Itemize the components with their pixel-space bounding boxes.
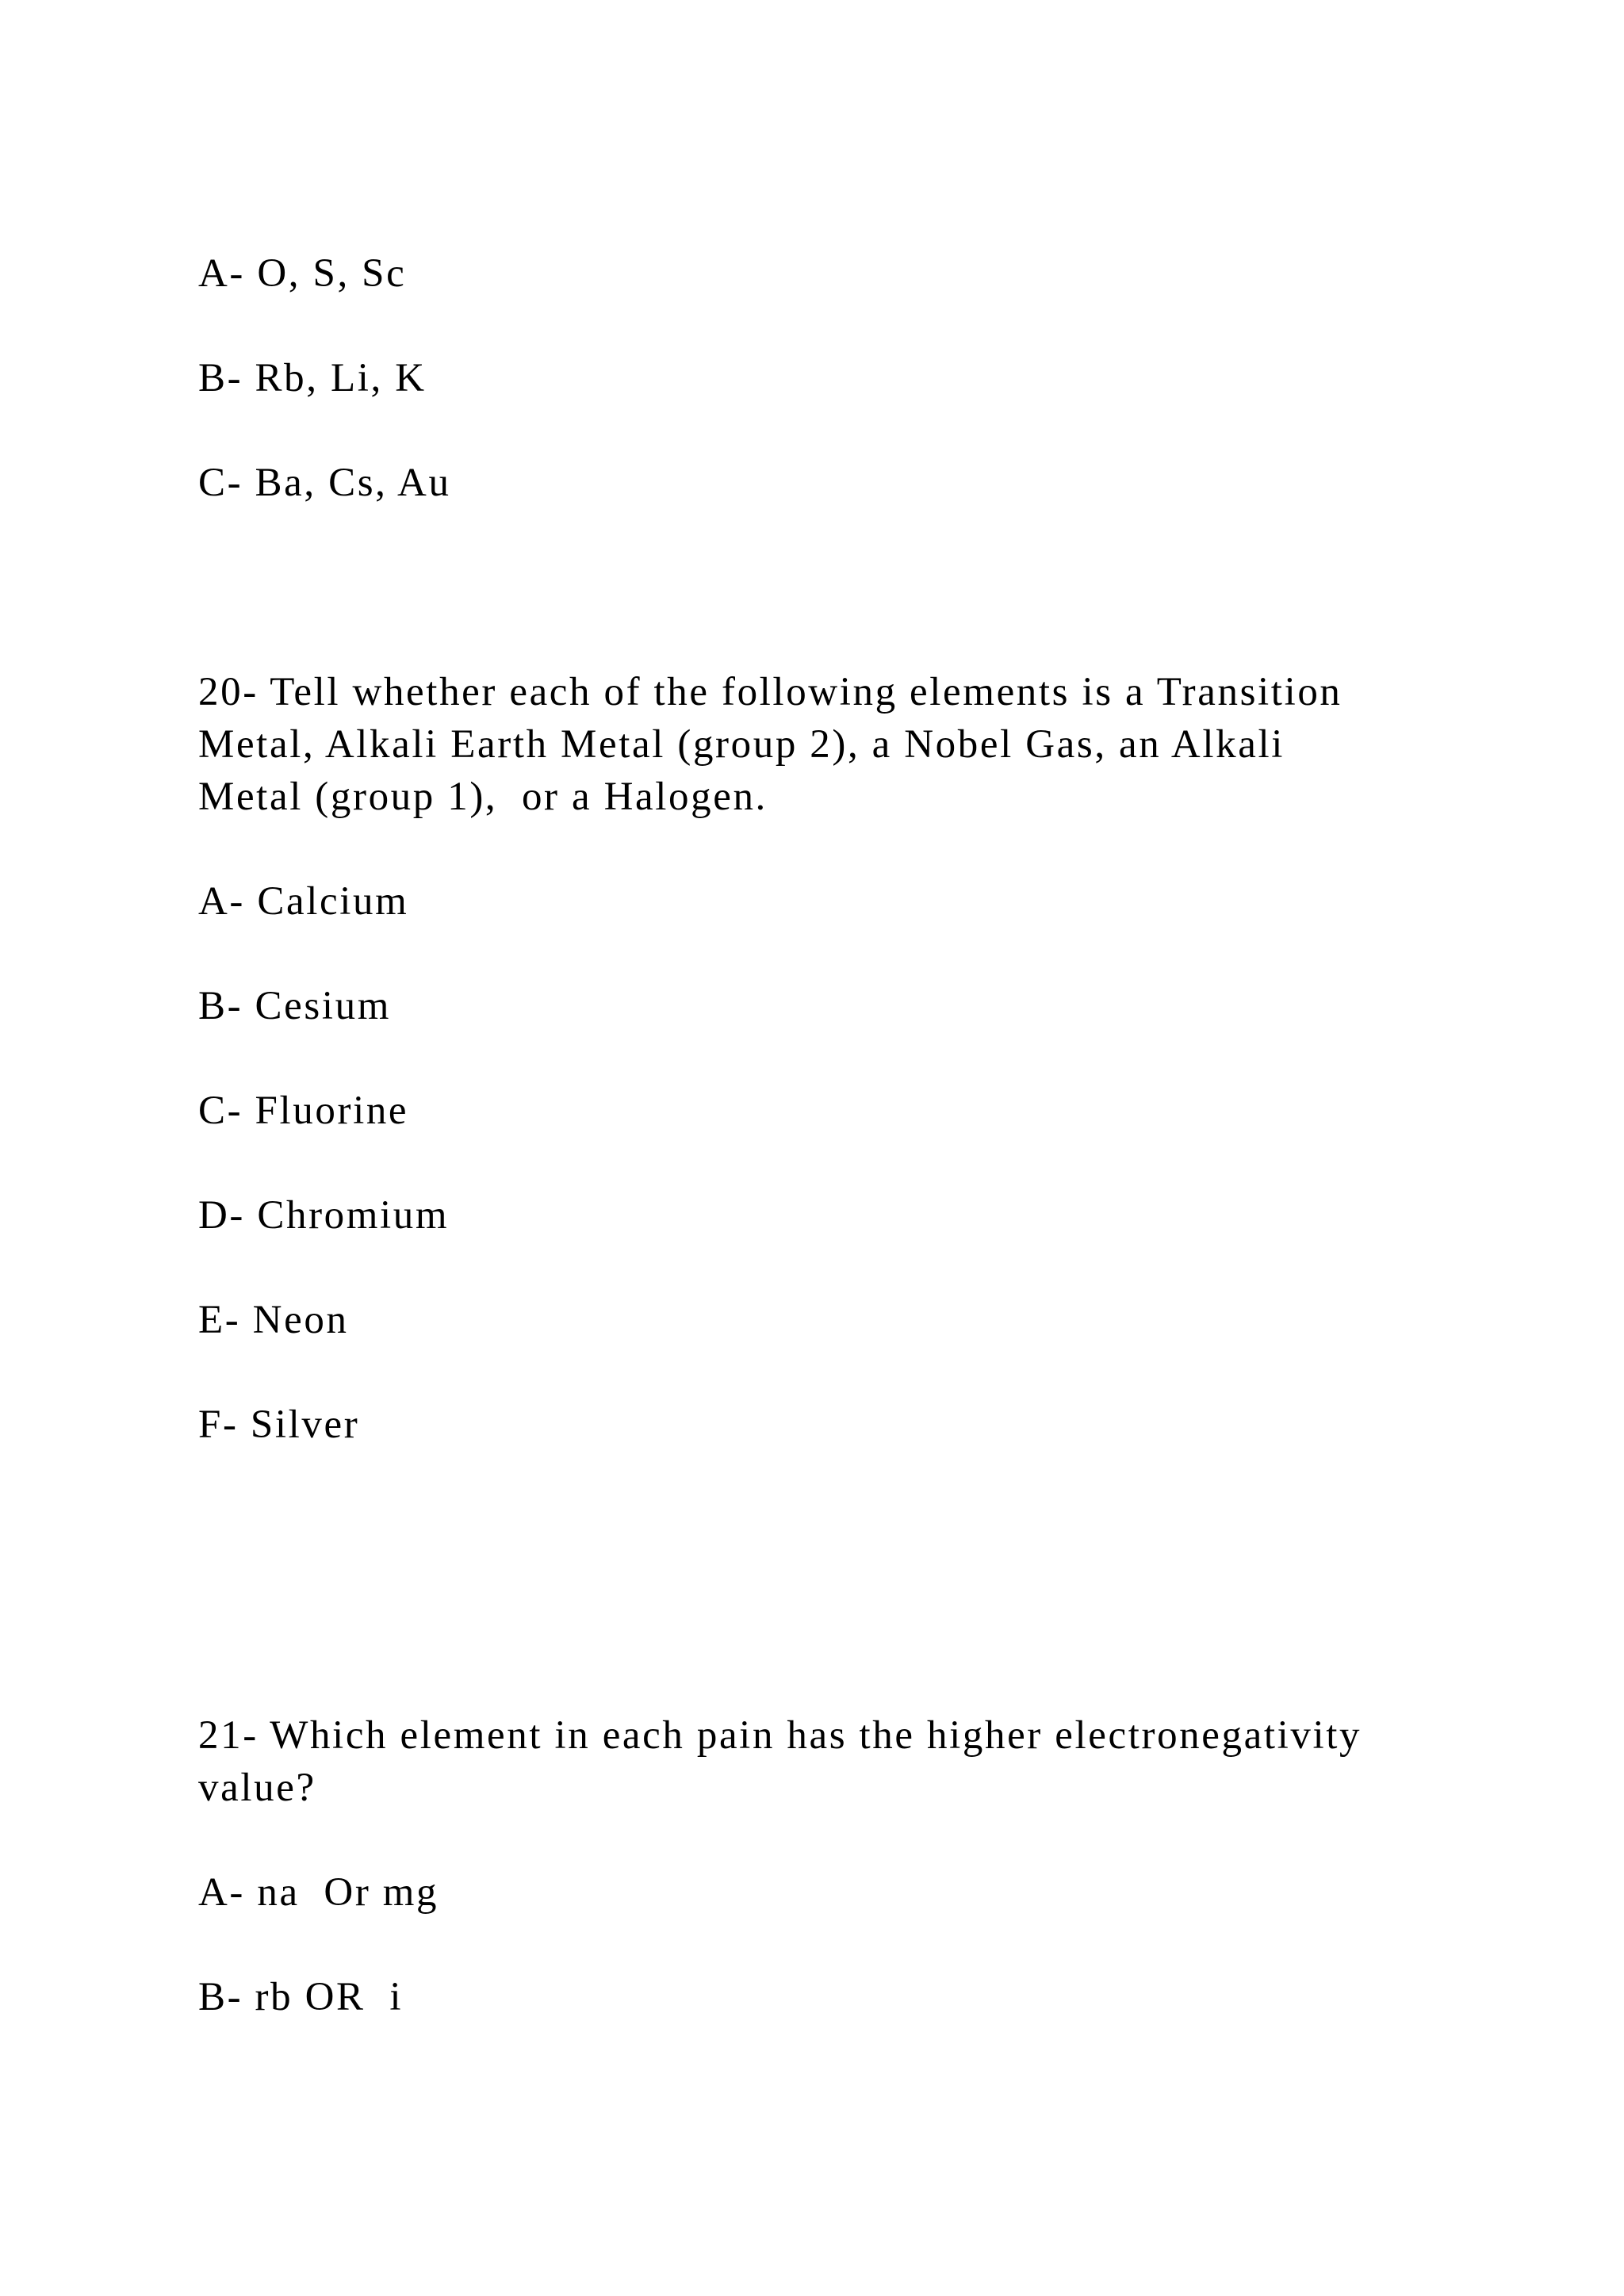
question-20-text [198, 666, 1451, 823]
question-21-line-2: value? [198, 1766, 316, 1810]
question-21-line-1: 21- Which element in each pain has the higher electronegativity [198, 1713, 1362, 1758]
question-20-line-3: Metal (group 1), or a Halogen. [198, 775, 768, 819]
q20-option-d: D- Chromium [198, 1193, 450, 1238]
question-21-text [198, 1709, 1451, 1814]
prev-option-b: B- Rb, Li, K [198, 356, 427, 400]
q20-option-e: E- Neon [198, 1298, 349, 1342]
prev-option-a: A- O, S, Sc [198, 251, 407, 296]
q21-option-a: A- na Or mg [198, 1870, 439, 1915]
q20-option-c: C- Fluorine [198, 1089, 409, 1133]
prev-option-c: C- Ba, Cs, Au [198, 461, 451, 505]
q21-option-b: B- rb OR i [198, 1975, 404, 2019]
q20-option-a: A- Calcium [198, 879, 409, 924]
q20-option-f: F- Silver [198, 1402, 360, 1447]
q20-option-b: B- Cesium [198, 984, 391, 1028]
question-20-line-2: Metal, Alkali Earth Metal (group 2), a Nobel Gas, an Alkali [198, 722, 1285, 767]
question-20-line-1: 20- Tell whether each of the following elements is a Transition [198, 670, 1342, 714]
